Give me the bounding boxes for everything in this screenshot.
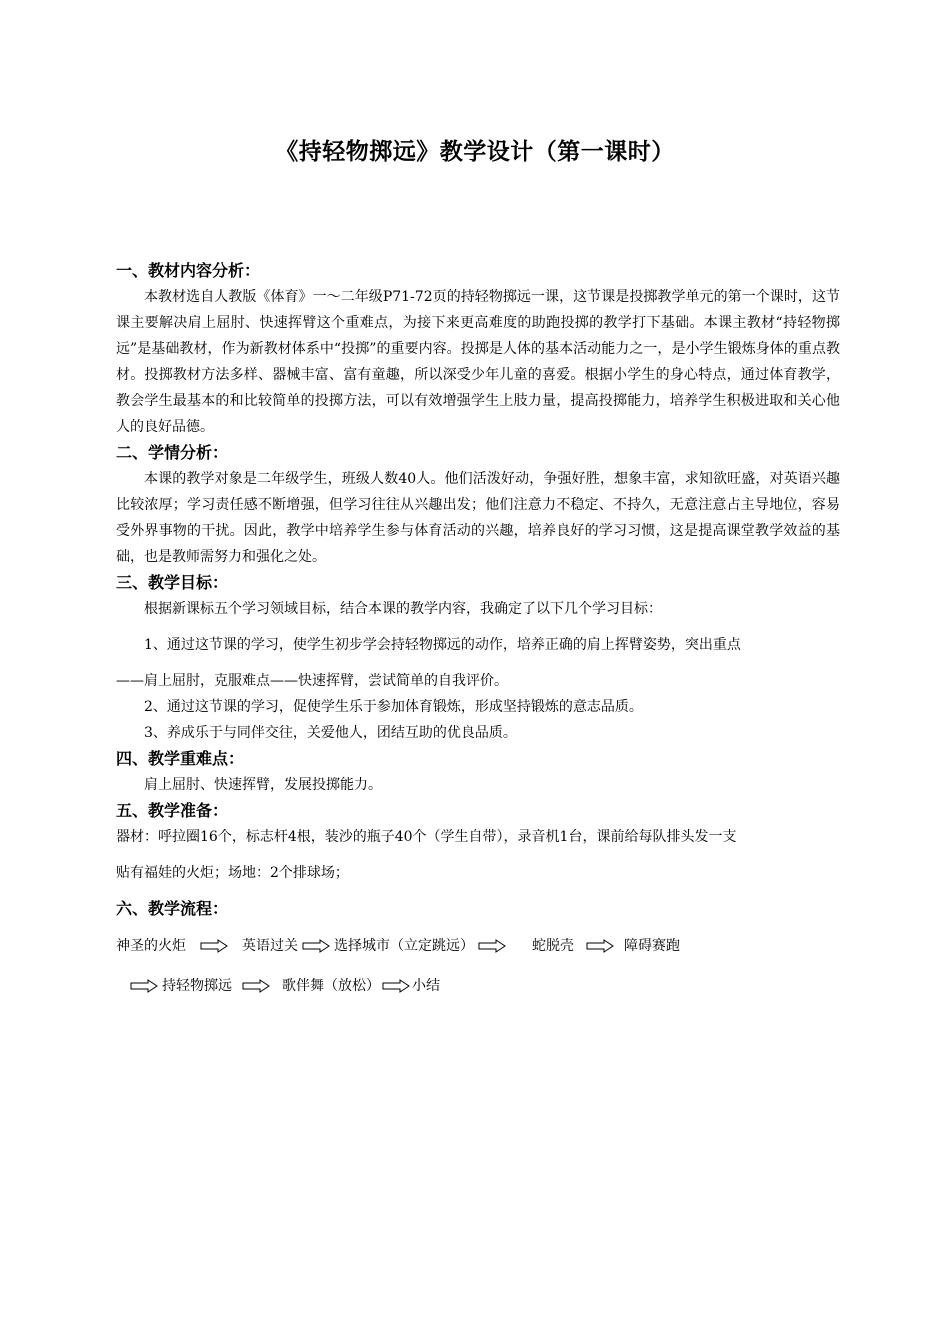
right-arrow-icon — [130, 979, 158, 993]
section-3-goal-2: 2、通过这节课的学习，促使学生乐于参加体育锻炼，形成坚持锻炼的意志品质。 — [144, 699, 643, 715]
section-heading-2: 二、学情分析： — [116, 443, 229, 462]
flow-step: 小结 — [412, 978, 440, 994]
flow-row-2 — [116, 966, 840, 1006]
section-3-intro: 根据新课标五个学习领域目标，结合本课的教学内容，我确定了以下几个学习目标： — [144, 601, 662, 617]
section-3-goal-3: 3、养成乐于与同伴交往，关爱他人，团结互助的优良品质。 — [144, 725, 517, 741]
flow-step: 障碍赛跑 — [624, 938, 680, 954]
flow-step: 神圣的火炬 — [116, 938, 186, 954]
flow-step: 选择城市（立定跳远） — [334, 938, 474, 954]
section-5-line-2: 贴有福娃的火炬；场地：2个排球场； — [116, 865, 349, 881]
section-heading-4: 四、教学重难点： — [116, 749, 245, 768]
right-arrow-icon — [382, 979, 410, 993]
section-heading-6: 六、教学流程： — [116, 899, 229, 918]
section-heading-3: 三、教学目标： — [116, 573, 229, 592]
section-3-goal-1-continued: ——肩上屈肘，克服难点——快速挥臂，尝试简单的自我评价。 — [116, 673, 508, 689]
section-heading-1: 一、教材内容分析： — [116, 261, 261, 280]
teaching-flow — [116, 926, 840, 1006]
flow-step: 英语过关 — [242, 938, 298, 954]
section-heading-5: 五、教学准备： — [116, 801, 229, 820]
flow-step: 持轻物掷远 — [162, 978, 232, 994]
flow-row-1 — [116, 926, 840, 966]
section-1-paragraph: 本教材选自人教版《体育》一～二年级P71-72页的持轻物掷远一课，这节课是投掷教学单元的第一个课时，这节课主要解决肩上屈肘、快速挥臂这个重难点，为接下来更高难度的助跑投掷的教学打下基础。本课主教材“持轻物掷远”是基础教材，作为新教材体系中“投掷”的重要内容。投掷是人体的基本活动能力之一，是小学生锻炼身体的重点教材。投掷教材方法多样、器械丰富、富有童趣，所以深受少年儿童的喜爱。根据小学生的身心特点，通过体育教学，教会学生最基本的和比较简单的投掷方法，可以有效增强学生上肢力量，提高投掷能力，培养学生积极进取和关心他人的良好品德。 — [116, 289, 840, 435]
right-arrow-icon — [242, 979, 270, 993]
right-arrow-icon — [302, 939, 330, 953]
section-4-paragraph: 肩上屈肘、快速挥臂，发展投掷能力。 — [144, 777, 382, 793]
section-3-goal-1: 1、通过这节课的学习，使学生初步学会持轻物掷远的动作，培养正确的肩上挥臂姿势，突出重点 — [144, 637, 741, 653]
section-2-paragraph: 本课的教学对象是二年级学生，班级人数40人。他们活泼好动，争强好胜，想象丰富，求知欲旺盛，对英语兴趣比较浓厚；学习责任感不断增强，但学习往往从兴趣出发；他们注意力不稳定、不持久，无意注意占主导地位，容易受外界事物的干扰。因此，教学中培养学生参与体育活动的兴趣，培养良好的学习习惯，这是提高课堂教学效益的基础，也是教师需努力和强化之处。 — [116, 471, 840, 565]
document-body — [116, 258, 840, 1006]
right-arrow-icon — [478, 939, 506, 953]
document-title: 《持轻物掷远》教学设计（第一课时） — [275, 139, 675, 165]
section-5-line-1: 器材：呼拉圈16个，标志杆4根，装沙的瓶子40个（学生自带），录音机1台，课前给每队排头发一支 — [116, 829, 737, 845]
flow-step: 歌伴舞（放松） — [282, 978, 380, 994]
right-arrow-icon — [586, 939, 614, 953]
flow-step: 蛇脱壳 — [532, 938, 574, 954]
right-arrow-icon — [200, 939, 228, 953]
